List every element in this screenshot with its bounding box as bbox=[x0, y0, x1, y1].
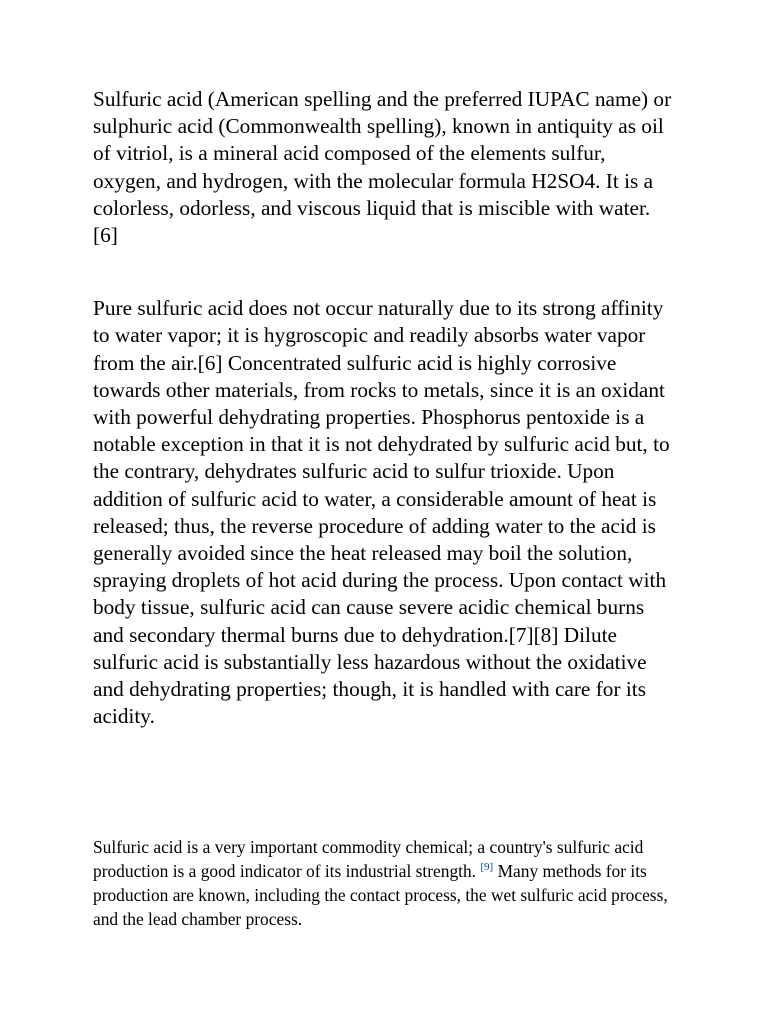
paragraph-production-text-continued: Many methods for its production are known, including the contact process, the wet sulfuric acid process, and the lead chamber process. bbox=[93, 861, 668, 929]
paragraph-production-text: Sulfuric acid is a very important commodity chemical; a country's sulfuric acid production is a good indicator of its industrial strength. bbox=[93, 837, 644, 881]
document-body bbox=[93, 86, 673, 929]
citation-link[interactable]: [9] bbox=[480, 861, 494, 874]
paragraph-intro: Sulfuric acid (American spelling and the preferred IUPAC name) or sulphuric acid (Commonwealth spelling), known in antiquity as oil of vitriol, is a mineral acid composed of the elements sulfur, oxygen, and hydrogen, with the molecular formula H2SO4. It is a colorless, odorless, and viscous liquid that is miscible with water.[6] bbox=[93, 87, 672, 248]
paragraph-properties: Pure sulfuric acid does not occur naturally due to its strong affinity to water vapor; it is hygroscopic and readily absorbs water vapor from the air.[6] Concentrated sulfuric acid is highly corrosive towards other materials, from rocks to metals, since it is an oxidant with powerful dehydrating properties. Phosphorus pentoxide is a notable exception in that it is not dehydrated by sulfuric acid but, to the contrary, dehydrates sulfuric acid to sulfur trioxide. Upon addition of sulfuric acid to water, a considerable amount of heat is released; thus, the reverse procedure of adding water to the acid is generally avoided since the heat released may boil the solution, spraying droplets of hot acid during the process. Upon contact with body tissue, sulfuric acid can cause severe acidic chemical burns and secondary thermal burns due to dehydration.[7][8] Dilute sulfuric acid is substantially less hazardous without the oxidative and dehydrating properties; though, it is handled with care for its acidity. bbox=[93, 296, 670, 729]
paragraph-production bbox=[93, 835, 673, 931]
